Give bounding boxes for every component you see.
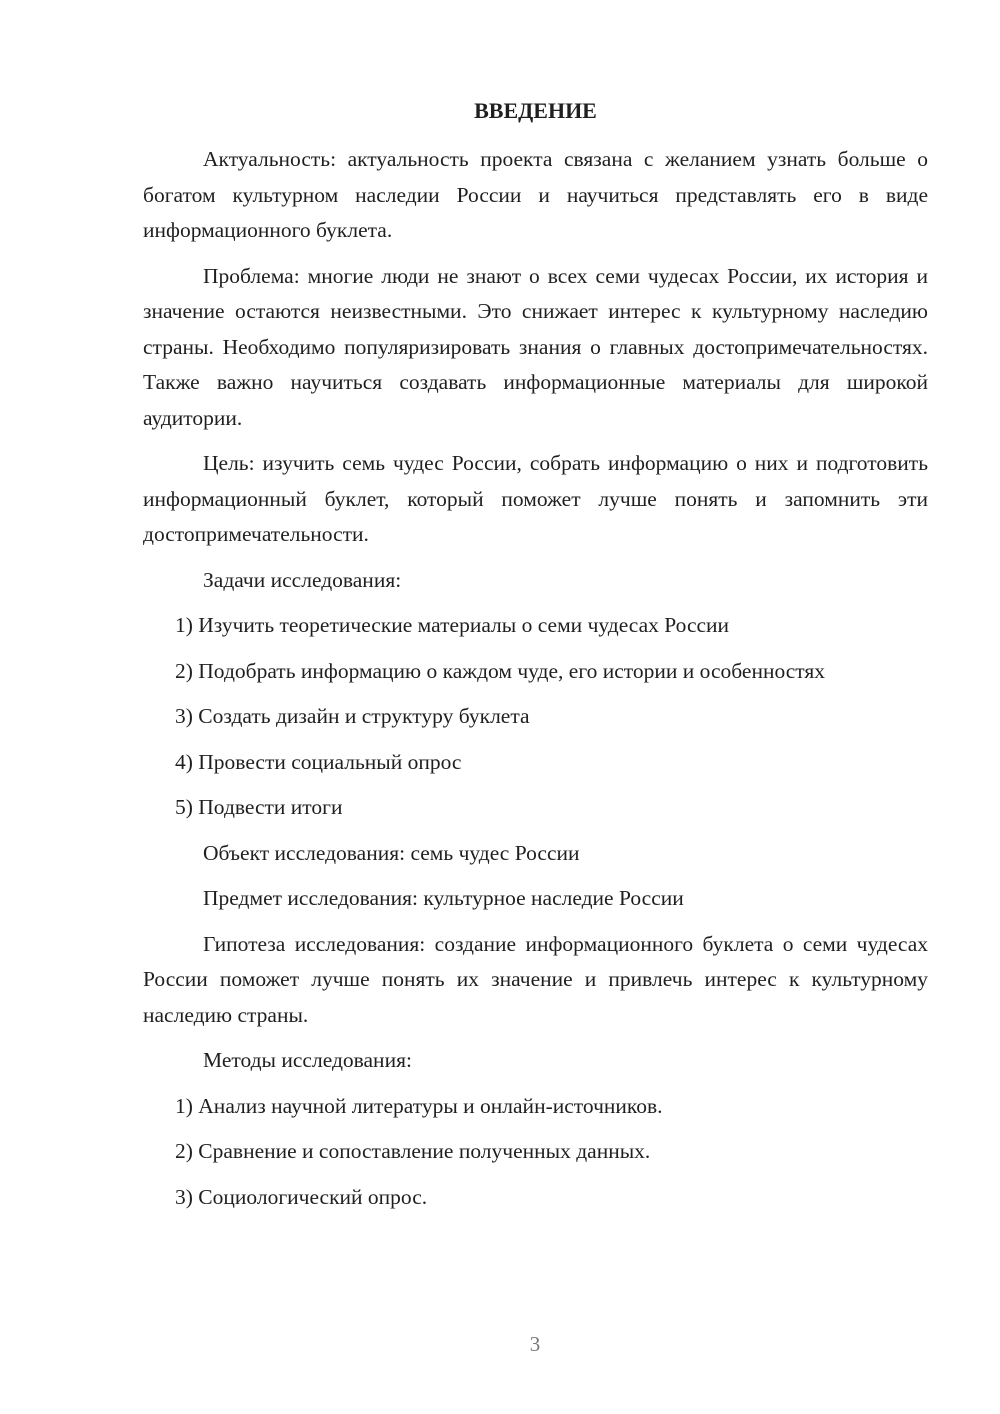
- task-item: 2) Подобрать информацию о каждом чуде, его истории и особенностях: [175, 658, 826, 683]
- paragraph-object: Объект исследования: семь чудес России: [203, 840, 580, 865]
- paragraph-subject: Предмет исследования: культурное наследие России: [203, 886, 684, 910]
- task-item: 1) Изучить теоретические материалы о семи чудесах России: [175, 613, 730, 637]
- method-item: 2) Сравнение и сопоставление полученных данных.: [175, 1139, 651, 1163]
- document-body: [143, 142, 928, 1225]
- section-heading: ВВЕДЕНИЕ: [474, 98, 597, 123]
- method-item: 3) Социологический опрос.: [175, 1184, 428, 1209]
- method-item: 1) Анализ научной литературы и онлайн-источников.: [175, 1093, 663, 1118]
- task-item: 5) Подвести итоги: [175, 795, 343, 819]
- task-item: 4) Провести социальный опрос: [175, 749, 462, 774]
- paragraph-hypothesis: Гипотеза исследования: создание информационного буклета о семи чудесах России поможет лучше понять их значение и привлечь интерес к культурному наследию страны.: [143, 931, 928, 1027]
- paragraph-goal: Цель: изучить семь чудес России, собрать информацию о них и подготовить информационный буклет, который поможет лучше понять и запомнить эти достопримечательности.: [143, 451, 928, 546]
- paragraph-relevance: Актуальность: актуальность проекта связана с желанием узнать больше о богатом культурном наследии России и научиться представлять его в виде информационного буклета.: [143, 147, 928, 242]
- task-item: 3) Создать дизайн и структуру буклета: [175, 704, 530, 728]
- tasks-title: Задачи исследования:: [203, 567, 402, 592]
- paragraph-problem: Проблема: многие люди не знают о всех семи чудесах России, их история и значение остаются неизвестными. Это снижает интерес к культурному наследию страны. Необходимо популяризировать знания о главных достопримечательностях. Также важно научиться создавать информационные материалы для широкой аудитории.: [143, 263, 928, 430]
- methods-title: Методы исследования:: [203, 1048, 412, 1072]
- page-number: 3: [529, 1332, 541, 1356]
